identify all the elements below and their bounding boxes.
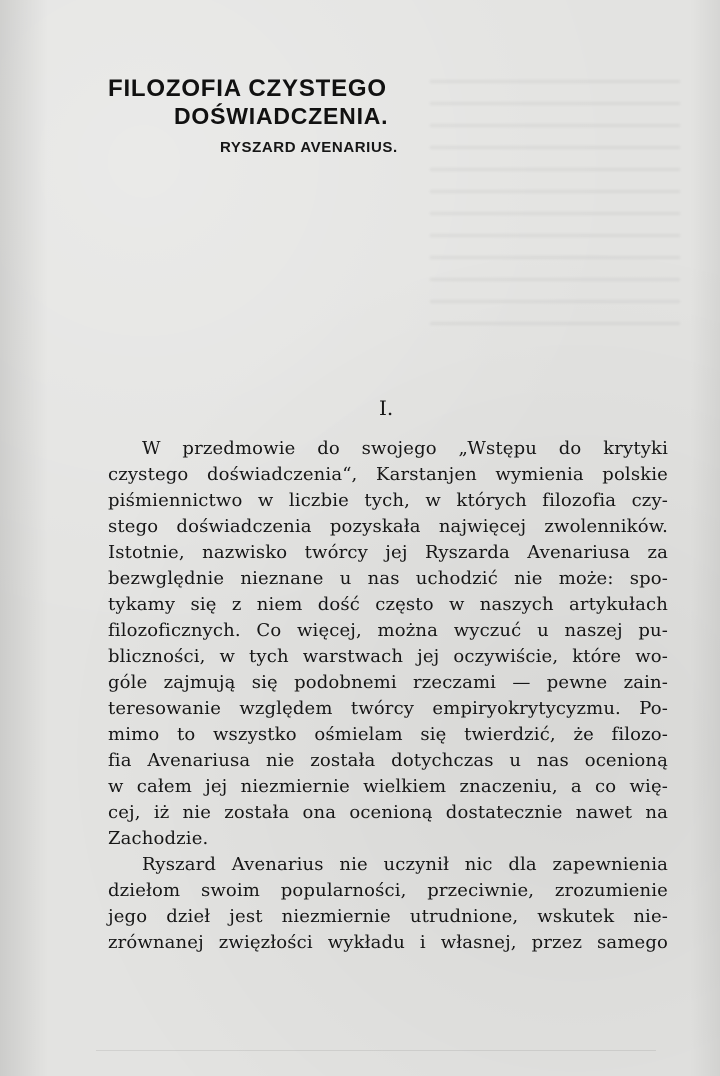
text-line: Zachodzie.: [108, 828, 209, 849]
text-line: Ryszard Avenarius nie uczynił nic dla zapewnienia: [142, 854, 668, 875]
paragraph-1: [108, 436, 668, 852]
text-line: bezwględnie nieznane u nas uchodzić nie może: spo-: [108, 568, 668, 589]
article-author: RYSZARD AVENARIUS.: [220, 139, 398, 157]
article-title-line-1: FILOZOFIA CZYSTEGO: [108, 75, 387, 102]
text-line: jego dzieł jest niezmiernie utrudnione, wskutek nie-: [108, 906, 668, 927]
text-line: góle zajmują się podobnemi rzeczami — pewne zain-: [108, 672, 668, 693]
text-line: Istotnie, nazwisko twórcy jej Ryszarda Avenariusa za: [108, 542, 668, 563]
text-line: filozoficznych. Co więcej, można wyczuć u naszej pu-: [108, 620, 668, 641]
page-edge-shadow: [690, 0, 720, 1076]
page-bottom-rule: [96, 1050, 656, 1051]
text-line: bliczności, w tych warstwach jej oczywiście, które wo-: [108, 646, 668, 667]
article-title-line-2: DOŚWIADCZENIA.: [174, 102, 389, 129]
text-line: w całem jej niezmiernie wielkiem znaczeniu, a co wię-: [108, 776, 668, 797]
article-body: [108, 436, 668, 956]
text-line: fia Avenariusa nie została dotychczas u nas ocenioną: [108, 750, 668, 771]
text-line: W przedmowie do swojego „Wstępu do krytyki: [142, 438, 668, 459]
text-line: dziełom swoim popularności, przeciwnie, zrozumienie: [108, 880, 668, 901]
text-line: mimo to wszystko ośmielam się twierdzić, że filozo-: [108, 724, 668, 745]
text-line: cej, iż nie została ona ocenioną dostatecznie nawet na: [108, 802, 668, 823]
text-line: stego doświadczenia pozyskała najwięcej zwolenników.: [108, 516, 668, 537]
paragraph-2: [108, 852, 668, 956]
text-line: teresowanie względem twórcy empiryokrytycyzmu. Po-: [108, 698, 668, 719]
text-line: tykamy się z niem dość często w naszych artykułach: [108, 594, 668, 615]
section-number: I.: [379, 396, 394, 420]
page-gutter-shadow: [0, 0, 48, 1076]
text-line: zrównanej zwięzłości wykładu i własnej, przez samego: [108, 932, 668, 953]
text-line: czystego doświadczenia“, Karstanjen wymienia polskie: [108, 464, 668, 485]
article-header: [108, 75, 468, 156]
text-line: piśmiennictwo w liczbie tych, w których filozofia czy-: [108, 490, 668, 511]
